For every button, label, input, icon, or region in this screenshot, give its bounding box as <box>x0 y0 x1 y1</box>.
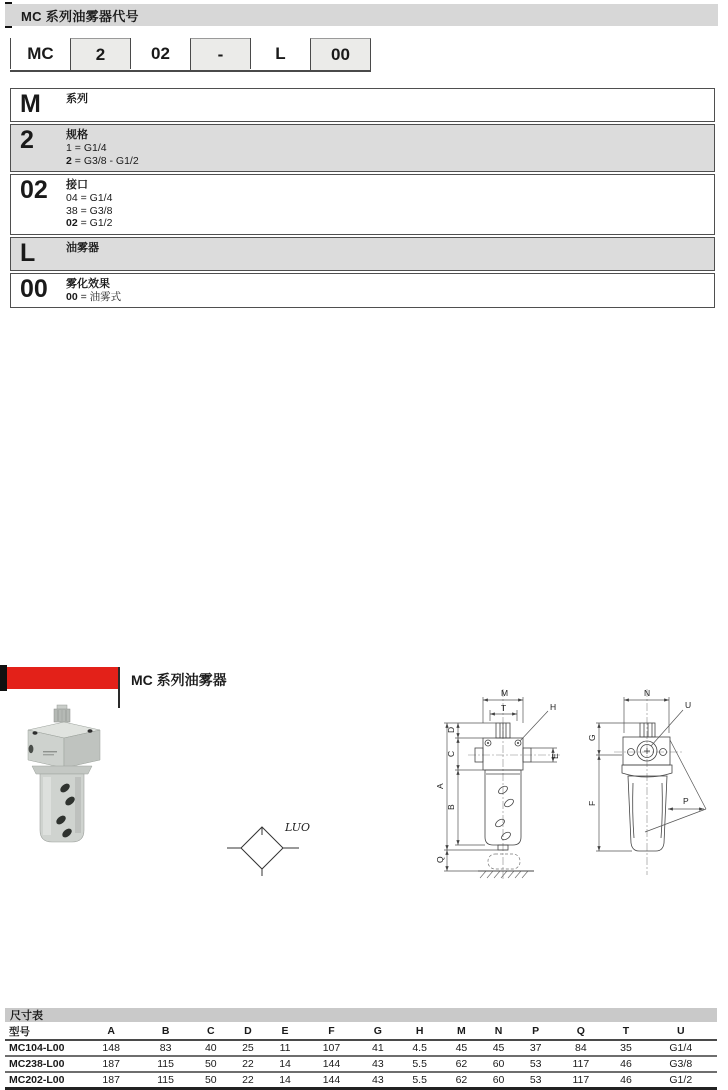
section-accent-bar <box>0 665 7 691</box>
option-value: G1/4 <box>83 142 107 154</box>
column-header: C <box>192 1023 229 1040</box>
column-header: P <box>517 1023 554 1040</box>
legend-row <box>10 174 715 235</box>
value-cell: 115 <box>139 1072 192 1089</box>
option-code: 38 <box>66 204 78 217</box>
column-header: B <box>139 1023 192 1040</box>
dimension-table-section <box>5 1008 717 1090</box>
column-header: N <box>480 1023 517 1040</box>
value-cell: 46 <box>607 1072 644 1089</box>
dim-label-C: C <box>446 750 456 757</box>
legend-option <box>66 192 112 205</box>
value-cell: 25 <box>229 1040 266 1056</box>
column-header: T <box>607 1023 644 1040</box>
model-cell: MC238-L00 <box>5 1056 83 1072</box>
value-cell: 187 <box>83 1072 139 1089</box>
section-red-banner <box>7 667 118 689</box>
value-cell: 84 <box>554 1040 607 1056</box>
model-cell: MC104-L00 <box>5 1040 83 1056</box>
legend-code: 02 <box>20 176 48 204</box>
dim-label-T: T <box>501 703 507 713</box>
side-view-drawing <box>578 683 728 888</box>
option-value: G1/4 <box>89 192 113 204</box>
table-row <box>5 1056 717 1072</box>
lubricator-symbol <box>225 815 317 877</box>
dim-label-N: N <box>644 688 651 698</box>
legend-option <box>66 155 139 168</box>
legend-body <box>66 127 139 167</box>
front-view-drawing <box>422 683 584 888</box>
value-cell: 107 <box>304 1040 360 1056</box>
legend-code: L <box>20 238 36 267</box>
legend-option <box>66 291 121 304</box>
legend-row <box>10 124 715 172</box>
legend-row-title: 接口 <box>66 179 88 191</box>
dim-label-B: B <box>446 804 456 810</box>
value-cell: 50 <box>192 1072 229 1089</box>
legend-row-title: 雾化效果 <box>66 277 110 290</box>
code-segment-type: L <box>250 38 310 69</box>
legend-option <box>66 142 139 155</box>
option-code: 2 <box>66 154 72 167</box>
value-cell: 187 <box>83 1056 139 1072</box>
column-header-model: 型号 <box>5 1023 83 1040</box>
value-cell: 60 <box>480 1056 517 1072</box>
value-cell: 53 <box>517 1056 554 1072</box>
legend-row-title: 系列 <box>66 93 88 105</box>
column-header: F <box>304 1023 360 1040</box>
value-cell: 37 <box>517 1040 554 1056</box>
dim-label-U: U <box>685 700 692 710</box>
equals-separator: = <box>77 204 90 217</box>
column-header: U <box>645 1023 717 1040</box>
column-header: M <box>443 1023 480 1040</box>
value-cell: 60 <box>480 1072 517 1089</box>
value-cell: 4.5 <box>396 1040 442 1056</box>
equals-separator: = <box>77 192 90 204</box>
legend-body <box>66 91 88 117</box>
dimension-table-head <box>5 1023 717 1040</box>
equals-separator: = <box>77 217 90 229</box>
option-code: 00 <box>66 290 78 303</box>
column-header: E <box>266 1023 303 1040</box>
dim-label-P: P <box>683 796 689 806</box>
dim-label-M: M <box>501 688 509 698</box>
value-cell: 144 <box>304 1056 360 1072</box>
table-row <box>5 1072 717 1089</box>
value-cell: 43 <box>359 1072 396 1089</box>
value-cell: G3/8 <box>645 1056 717 1072</box>
value-cell: 22 <box>229 1056 266 1072</box>
dim-label-G: G <box>587 734 597 741</box>
equals-separator: = <box>77 290 90 303</box>
dim-label-F: F <box>587 800 597 806</box>
value-cell: 40 <box>192 1040 229 1056</box>
page-title: MC 系列油雾器代号 <box>21 8 139 24</box>
code-segment-dash: - <box>190 38 250 70</box>
option-value: 油雾式 <box>89 290 122 303</box>
legend-option <box>66 205 112 218</box>
value-cell: 45 <box>443 1040 480 1056</box>
dimension-table-header-row <box>5 1023 717 1040</box>
value-cell: 117 <box>554 1072 607 1089</box>
value-cell: 14 <box>266 1056 303 1072</box>
dimension-table <box>5 1023 717 1090</box>
dimension-table-title: 尺寸表 <box>5 1008 717 1022</box>
equals-separator: = <box>71 142 84 154</box>
legend-body <box>66 276 121 304</box>
column-header: G <box>359 1023 396 1040</box>
legend-row <box>10 237 715 271</box>
value-cell: 148 <box>83 1040 139 1056</box>
value-cell: 35 <box>607 1040 644 1056</box>
model-code-row <box>10 38 371 72</box>
model-cell: MC202-L00 <box>5 1072 83 1089</box>
legend-code: 00 <box>20 274 48 303</box>
value-cell: 53 <box>517 1072 554 1089</box>
value-cell: 46 <box>607 1056 644 1072</box>
code-segment-series: MC <box>10 38 70 69</box>
option-value: G3/8 <box>89 204 113 217</box>
code-segment-size: 2 <box>70 38 130 70</box>
value-cell: 5.5 <box>396 1072 442 1089</box>
code-segment-mist: 00 <box>310 38 371 70</box>
dim-label-D: D <box>446 726 456 733</box>
section-divider-line <box>118 667 120 708</box>
column-header: Q <box>554 1023 607 1040</box>
option-value: G3/8 - G1/2 <box>83 154 139 167</box>
value-cell: 115 <box>139 1056 192 1072</box>
legend-row <box>10 88 715 122</box>
page-header-bar <box>5 4 718 26</box>
value-cell: G1/4 <box>645 1040 717 1056</box>
value-cell: 117 <box>554 1056 607 1072</box>
code-segment-port: 02 <box>130 38 190 69</box>
value-cell: G1/2 <box>645 1072 717 1089</box>
dim-label-H: H <box>550 702 557 712</box>
table-row <box>5 1040 717 1056</box>
value-cell: 83 <box>139 1040 192 1056</box>
product-photo-lubricator <box>18 704 110 850</box>
option-code: 02 <box>66 217 78 229</box>
option-code: 04 <box>66 192 78 204</box>
value-cell: 11 <box>266 1040 303 1056</box>
value-cell: 50 <box>192 1056 229 1072</box>
equals-separator: = <box>71 154 84 167</box>
column-header: A <box>83 1023 139 1040</box>
value-cell: 43 <box>359 1056 396 1072</box>
column-header: H <box>396 1023 442 1040</box>
legend-code: M <box>20 90 41 118</box>
section-title: MC 系列油雾器 <box>131 672 227 688</box>
value-cell: 62 <box>443 1072 480 1089</box>
value-cell: 62 <box>443 1056 480 1072</box>
dim-label-E: E <box>550 753 560 759</box>
code-legend <box>10 88 715 310</box>
legend-option <box>66 217 112 230</box>
value-cell: 22 <box>229 1072 266 1089</box>
legend-code: 2 <box>20 126 34 154</box>
legend-row-title: 规格 <box>66 129 88 141</box>
legend-body <box>66 240 99 266</box>
symbol-label: LUO <box>285 821 310 834</box>
option-value: G1/2 <box>89 217 113 229</box>
option-code: 1 <box>66 142 72 154</box>
legend-body <box>66 177 112 230</box>
value-cell: 144 <box>304 1072 360 1089</box>
value-cell: 14 <box>266 1072 303 1089</box>
legend-row-title: 油雾器 <box>66 241 99 254</box>
value-cell: 5.5 <box>396 1056 442 1072</box>
dimension-table-body <box>5 1040 717 1089</box>
dim-label-Q: Q <box>435 856 445 863</box>
column-header: D <box>229 1023 266 1040</box>
value-cell: 45 <box>480 1040 517 1056</box>
dim-label-A: A <box>435 783 445 789</box>
value-cell: 41 <box>359 1040 396 1056</box>
legend-row <box>10 273 715 309</box>
